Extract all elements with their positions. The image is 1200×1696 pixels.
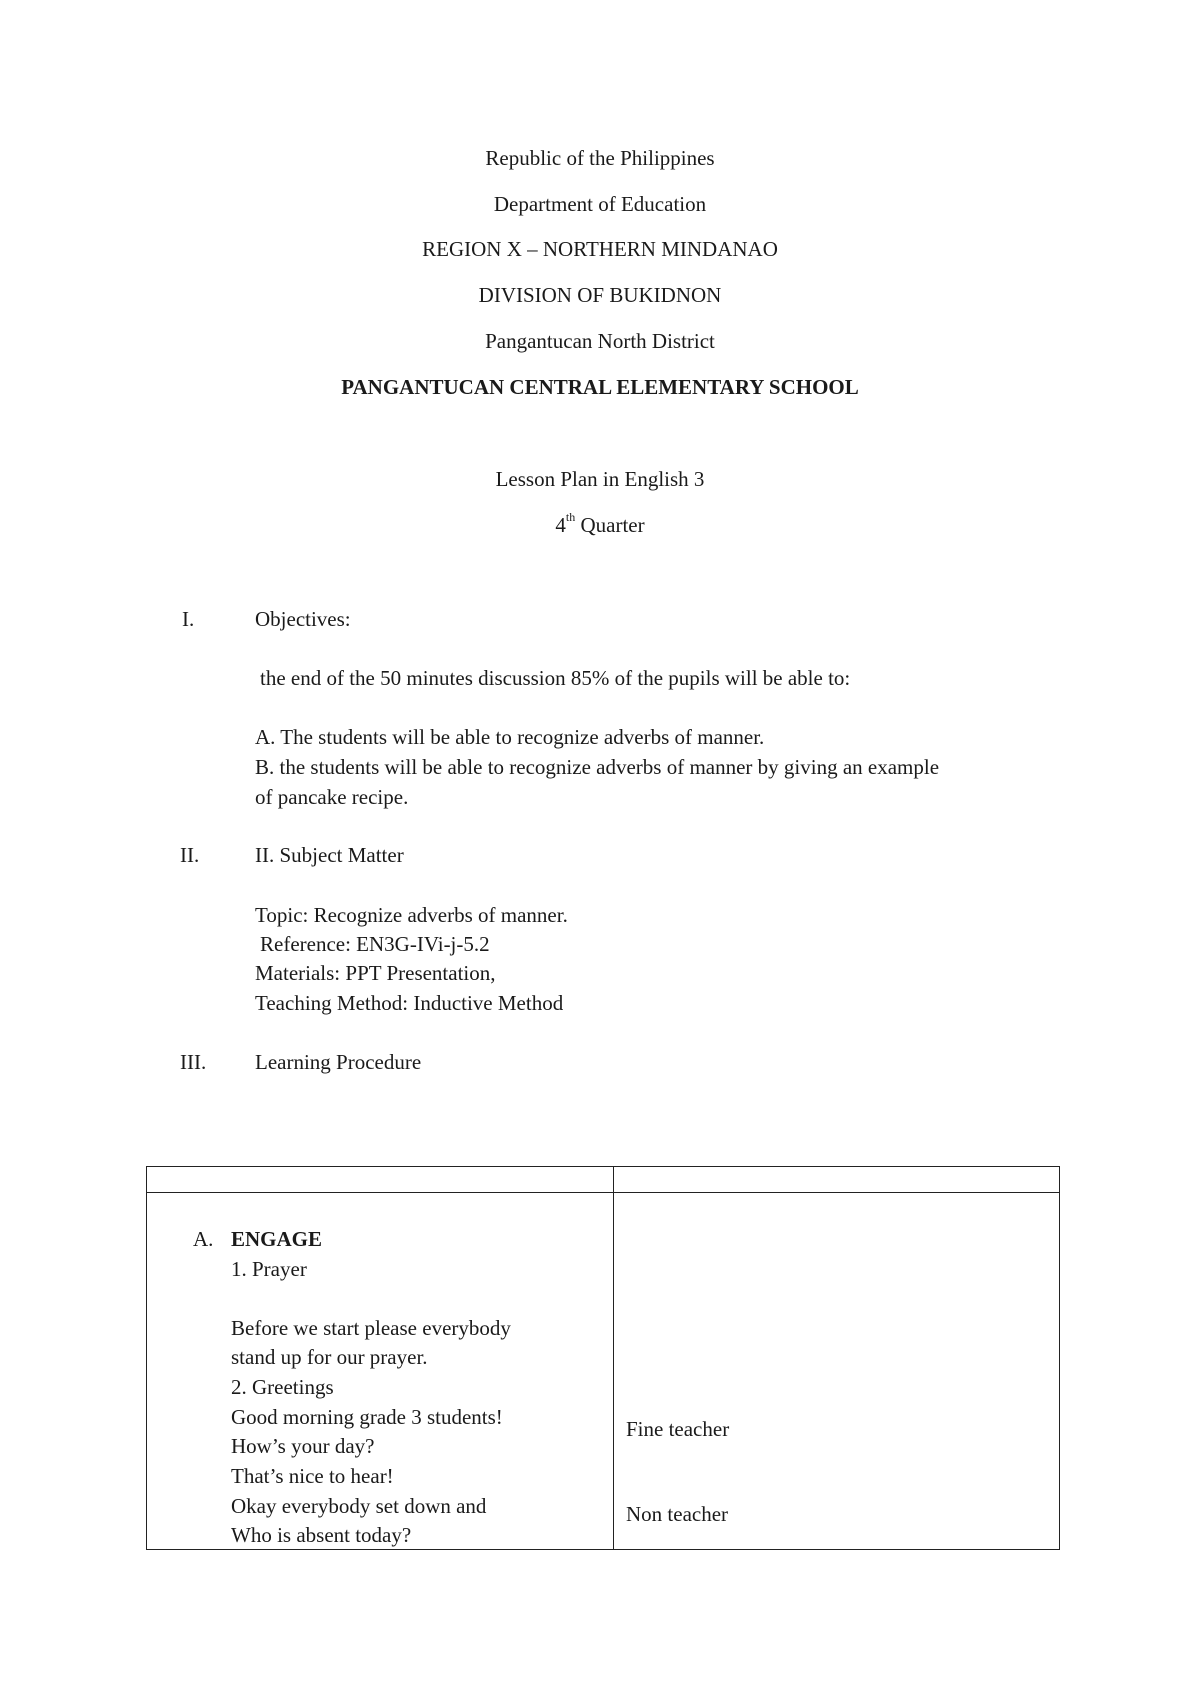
learning-procedure-number: III. [180, 1050, 207, 1074]
table-header-divider [147, 1192, 1059, 1193]
table-left-line: Good morning grade 3 students! [231, 1405, 503, 1429]
header-region: REGION X – NORTHERN MINDANAO [422, 237, 778, 261]
lesson-plan-title: Lesson Plan in English 3 [495, 467, 705, 491]
header-district: Pangantucan North District [485, 329, 715, 353]
objective-b-line1: B. the students will be able to recognize adverbs of manner by giving an example [255, 755, 940, 779]
school-name: PANGANTUCAN CENTRAL ELEMENTARY SCHOOL [341, 375, 859, 399]
quarter-ordinal: th [565, 510, 576, 524]
table-left-line: 1. Prayer [231, 1257, 307, 1281]
quarter-number: 4 [555, 513, 566, 537]
subject-matter-number: II. [180, 843, 200, 867]
header-department: Department of Education [493, 192, 707, 216]
subject-reference: Reference: EN3G-IVi-j-5.2 [260, 932, 490, 956]
subject-topic: Topic: Recognize adverbs of manner. [255, 903, 568, 927]
table-right-line: Non teacher [626, 1502, 729, 1526]
objective-a: A. The students will be able to recognize adverbs of manner. [255, 725, 765, 749]
table-left-line: Before we start please everybody [231, 1316, 511, 1340]
subject-materials: Materials: PPT Presentation, [255, 961, 496, 985]
learning-procedure-heading: Learning Procedure [255, 1050, 422, 1074]
engage-heading: ENGAGE [231, 1227, 323, 1251]
table-left-line: 2. Greetings [231, 1375, 334, 1399]
table-left-line: How’s your day? [231, 1434, 375, 1458]
quarter-label [0, 510, 1200, 538]
table-left-line: Okay everybody set down and [231, 1494, 487, 1518]
engage-letter: A. [193, 1227, 214, 1251]
table-left-line: stand up for our prayer. [231, 1345, 428, 1369]
subject-teaching-method: Teaching Method: Inductive Method [255, 991, 564, 1015]
quarter-word: Quarter [580, 513, 645, 537]
table-column-divider [613, 1167, 614, 1549]
objective-b-line2: of pancake recipe. [255, 785, 409, 809]
table-right-line: Fine teacher [626, 1417, 730, 1441]
objectives-intro: the end of the 50 minutes discussion 85% of the pupils will be able to: [260, 666, 851, 690]
objectives-heading: Objectives: [255, 607, 351, 631]
header-division: DIVISION OF BUKIDNON [478, 283, 722, 307]
header-republic: Republic of the Philippines [485, 146, 715, 170]
objectives-number: I. [182, 607, 195, 631]
table-left-line: That’s nice to hear! [231, 1464, 394, 1488]
table-left-line: Who is absent today? [231, 1523, 412, 1547]
procedure-table [146, 1166, 1060, 1550]
subject-matter-heading: II. Subject Matter [255, 843, 404, 867]
